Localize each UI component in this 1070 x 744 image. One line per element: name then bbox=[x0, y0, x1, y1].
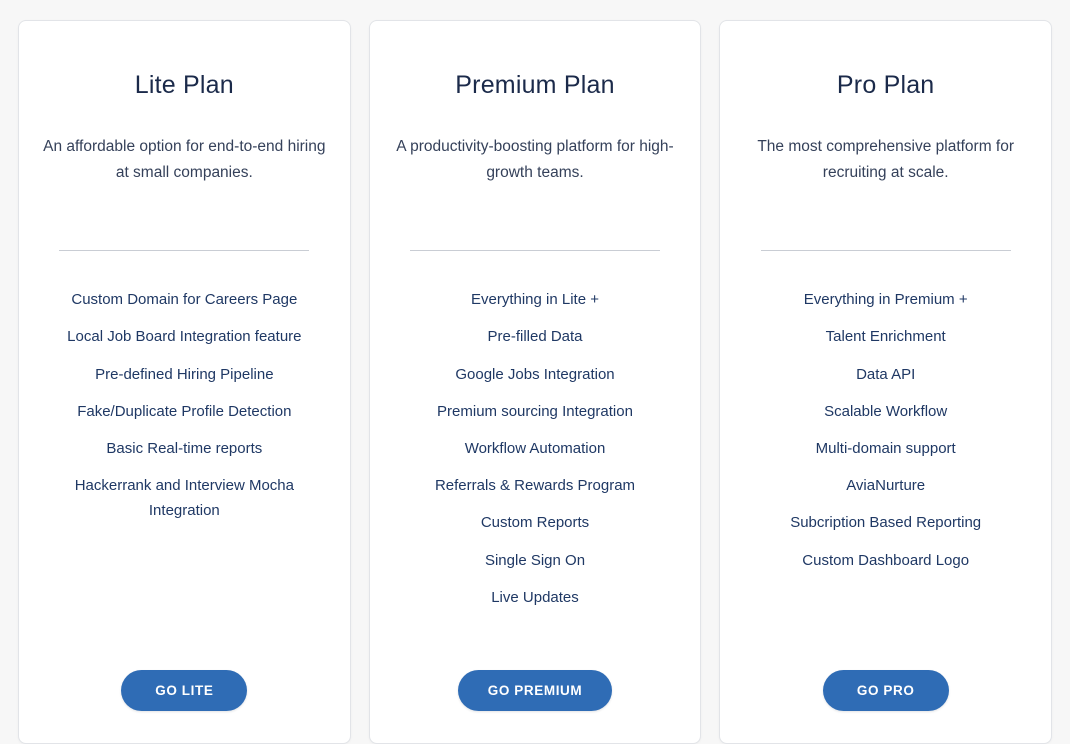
feature-list bbox=[37, 281, 332, 529]
cta-container bbox=[388, 670, 683, 743]
feature-item: Pre-filled Data bbox=[487, 328, 583, 346]
plan-title: Lite Plan bbox=[134, 71, 234, 99]
cta-container bbox=[738, 670, 1033, 743]
plan-title: Pro Plan bbox=[836, 71, 935, 99]
feature-item: Local Job Board Integration feature bbox=[67, 328, 302, 346]
feature-item: Premium sourcing Integration bbox=[437, 402, 633, 420]
divider bbox=[59, 250, 309, 251]
feature-item: Custom Dashboard Logo bbox=[802, 551, 970, 569]
plan-card-premium bbox=[369, 20, 702, 744]
feature-item: Talent Enrichment bbox=[825, 328, 946, 346]
feature-item: Fake/Duplicate Profile Detection bbox=[77, 402, 292, 420]
go-lite-button[interactable]: GO LITE bbox=[121, 670, 247, 711]
feature-item: Live Updates bbox=[491, 588, 579, 606]
plan-description: An affordable option for end-to-end hiring at small companies. bbox=[43, 138, 326, 182]
feature-item: Basic Real-time reports bbox=[106, 439, 263, 457]
plan-card-lite bbox=[18, 20, 351, 744]
feature-item: Hackerrank and Interview Mocha Integration bbox=[74, 477, 294, 520]
divider bbox=[761, 250, 1011, 251]
feature-item: Google Jobs Integration bbox=[455, 365, 615, 383]
feature-item: Single Sign On bbox=[484, 551, 586, 569]
plan-description: A productivity-boosting platform for high-growth teams. bbox=[396, 138, 674, 182]
divider bbox=[410, 250, 660, 251]
go-premium-button[interactable]: GO PREMIUM bbox=[458, 670, 613, 711]
feature-item: Subcription Based Reporting bbox=[790, 514, 982, 532]
plan-title: Premium Plan bbox=[455, 71, 615, 99]
feature-list bbox=[738, 281, 1033, 579]
go-pro-button[interactable]: GO PRO bbox=[823, 670, 949, 711]
feature-item: Data API bbox=[856, 365, 916, 383]
plan-description: The most comprehensive platform for recruiting at scale. bbox=[757, 138, 1015, 182]
feature-list bbox=[388, 281, 683, 616]
feature-item: Custom Reports bbox=[480, 514, 590, 532]
feature-item: Everything in Lite + bbox=[471, 291, 599, 309]
plan-card-pro bbox=[719, 20, 1052, 744]
feature-item: Pre-defined Hiring Pipeline bbox=[95, 365, 274, 383]
feature-item: Multi-domain support bbox=[815, 439, 956, 457]
feature-item: Scalable Workflow bbox=[824, 402, 948, 420]
feature-item: Referrals & Rewards Program bbox=[434, 477, 636, 495]
feature-item: Everything in Premium + bbox=[803, 291, 968, 309]
feature-item: Workflow Automation bbox=[464, 439, 606, 457]
feature-item: Custom Domain for Careers Page bbox=[71, 291, 298, 309]
feature-item: AviaNurture bbox=[846, 477, 926, 495]
cta-container bbox=[37, 670, 332, 743]
